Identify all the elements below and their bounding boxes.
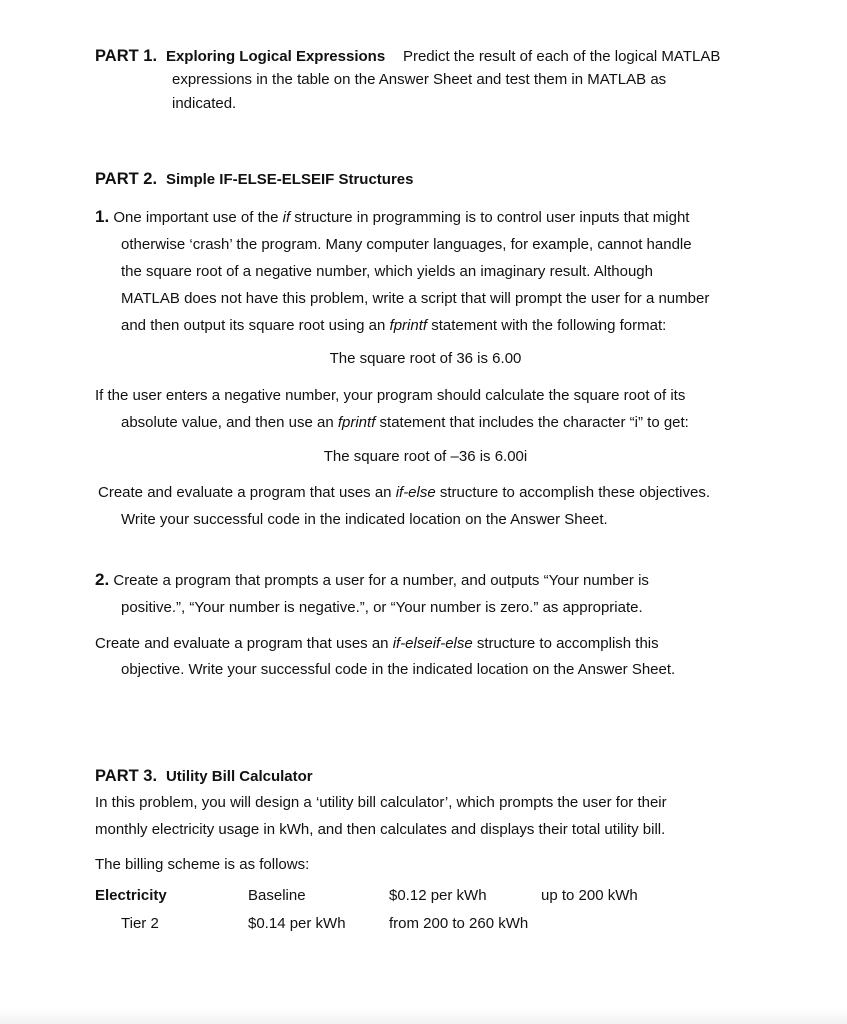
- q1-line1-em: if: [282, 209, 291, 226]
- billing-row2-range: from 200 to 260 kWh: [389, 915, 529, 932]
- q2-line1-text: Create a program that prompts a user for a number, and outputs “Your number is: [113, 572, 649, 589]
- q1-task-line1-a: Create and evaluate a program that uses an: [98, 484, 396, 501]
- q2-number: 2.: [95, 570, 110, 589]
- part1-label: PART 1.: [95, 47, 158, 65]
- part1-text-line2: expressions in the table on the Answer Sheet and test them in MATLAB as: [172, 71, 667, 88]
- example-output-positive: The square root of 36 is 6.00: [329, 350, 522, 367]
- q1-negative-line2: [121, 410, 689, 436]
- billing-row1-rate: $0.12 per kWh: [389, 887, 487, 904]
- q1-negative-line1: If the user enters a negative number, your program should calculate the square root of its: [95, 387, 686, 404]
- billing-row2-tier: Tier 2: [121, 915, 159, 932]
- q1-line1-a: One important use of the: [113, 209, 283, 226]
- q1-line5: [121, 313, 666, 339]
- part2-title: Simple IF-ELSE-ELSEIF Structures: [165, 171, 414, 188]
- q1-task-line1-em: if-else: [395, 484, 436, 501]
- part3-label: PART 3.: [95, 767, 158, 785]
- q1-line5-b: statement with the following format:: [427, 317, 667, 334]
- q1-negative-line2-a: absolute value, and then use an: [121, 414, 338, 431]
- q1-task-line1-b: structure to accomplish these objectives.: [435, 484, 710, 501]
- q1-number: 1.: [95, 207, 110, 226]
- q1-line5-em: fprintf: [389, 317, 428, 334]
- q2-task-line1-b: structure to accomplish this: [472, 635, 659, 652]
- part2-heading: [95, 170, 413, 189]
- part1-text-line1: Predict the result of each of the logical MATLAB: [402, 48, 721, 65]
- part3-title: Utility Bill Calculator: [165, 768, 313, 785]
- q1-line3: the square root of a negative number, which yields an imaginary result. Although: [121, 263, 653, 280]
- q2-task-line1-a: Create and evaluate a program that uses an: [95, 635, 393, 652]
- billing-row2-rate: $0.14 per kWh: [248, 915, 346, 932]
- q1-negative-line2-b: statement that includes the character “i” to get:: [375, 414, 689, 431]
- billing-row1-tier: Baseline: [248, 887, 306, 904]
- q1-line1: [95, 204, 689, 231]
- q1-negative-line2-em: fprintf: [337, 414, 376, 431]
- example-output-negative: The square root of –36 is 6.00i: [323, 448, 528, 465]
- q1-line5-a: and then output its square root using an: [121, 317, 390, 334]
- q1-line4: MATLAB does not have this problem, write a script that will prompt the user for a number: [121, 290, 710, 307]
- q1-task-line1: [98, 480, 710, 506]
- q2-task-line1-em: if-elseif-else: [392, 635, 473, 652]
- part1-title: Exploring Logical Expressions: [165, 48, 386, 65]
- q1-task-line2: Write your successful code in the indicated location on the Answer Sheet.: [121, 511, 608, 528]
- part3-line1: In this problem, you will design a ‘utility bill calculator’, which prompts the user for their: [95, 794, 667, 811]
- q1-line2: otherwise ‘crash’ the program. Many computer languages, for example, cannot handle: [121, 236, 692, 253]
- part3-heading: [95, 767, 313, 786]
- q1-line1-b: structure in programming is to control user inputs that might: [290, 209, 690, 226]
- part2-label: PART 2.: [95, 170, 158, 188]
- part3-line2: monthly electricity usage in kWh, and then calculates and displays their total utility bill.: [95, 821, 666, 838]
- billing-row1-category: Electricity: [95, 887, 167, 904]
- part1-text-line3: indicated.: [172, 95, 237, 112]
- page-bottom-edge: [0, 1008, 847, 1024]
- q2-task-line2: objective. Write your successful code in the indicated location on the Answer Sheet.: [121, 661, 676, 678]
- part3-line3: The billing scheme is as follows:: [95, 856, 310, 873]
- q2-task-line1: [95, 631, 659, 657]
- q2-line1: [95, 567, 649, 594]
- billing-row1-range: up to 200 kWh: [541, 887, 638, 904]
- q2-line2: positive.”, “Your number is negative.”, or “Your number is zero.” as appropriate.: [121, 599, 643, 616]
